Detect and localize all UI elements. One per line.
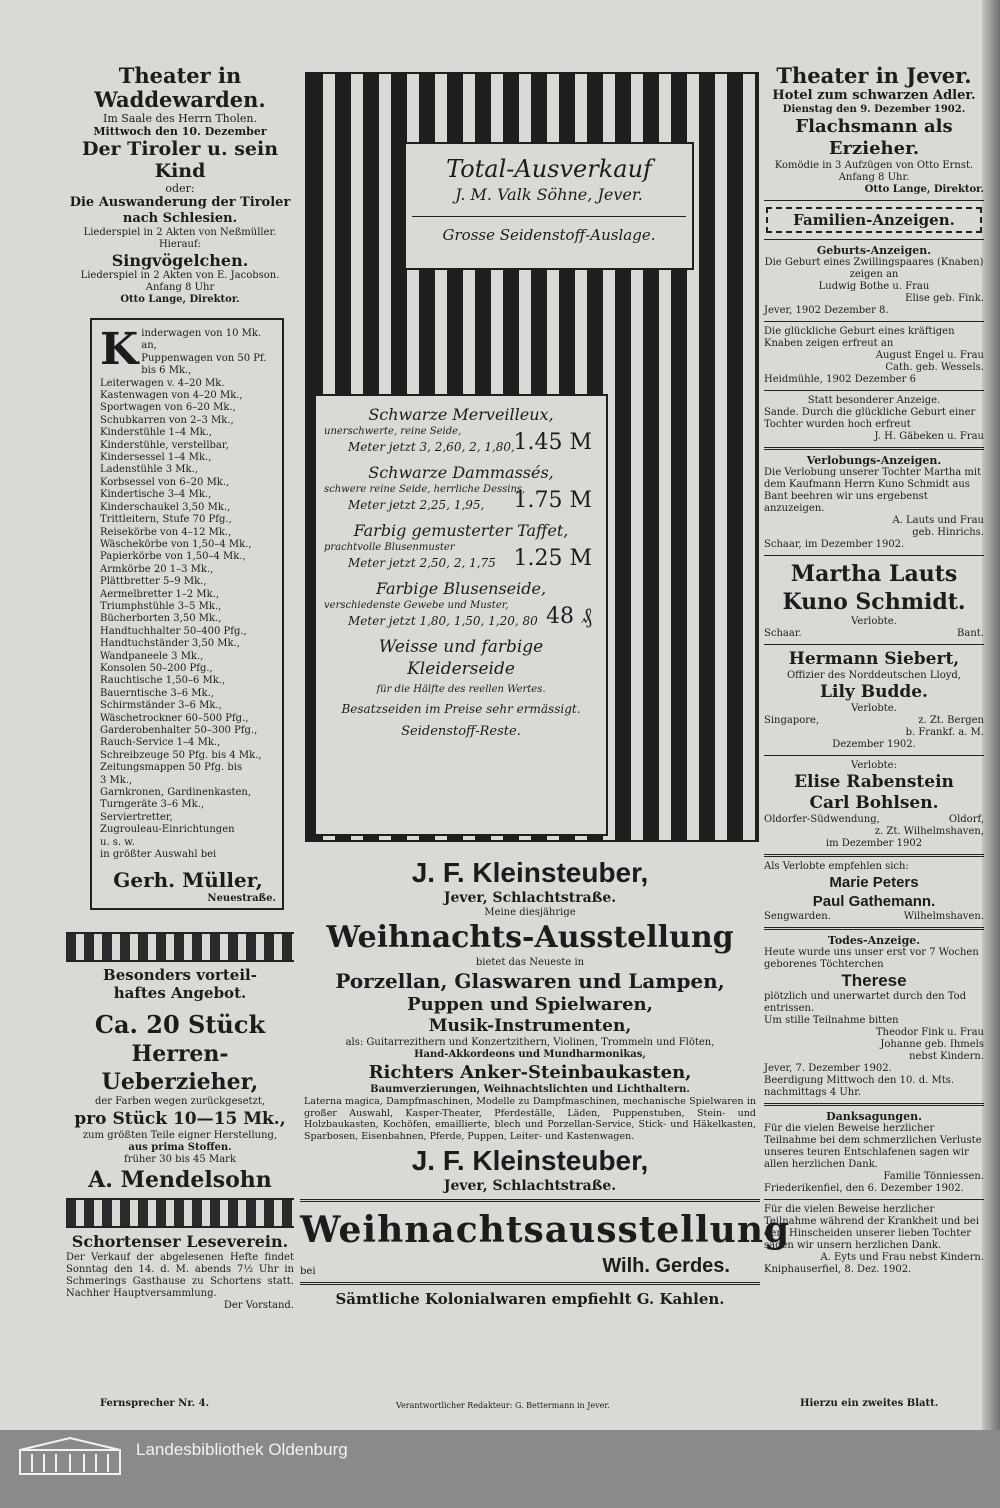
silk-remnants: Seidenstoff-Reste. [401, 724, 521, 739]
zither-line: als: Guitarrezithern und Konzertzithern, Violinen, Trommeln und Flöten, [345, 1037, 715, 1048]
oder: oder: [165, 182, 195, 195]
couple-1-place-b: Bant. [957, 628, 984, 639]
couple-1-label: Verlobte. [851, 616, 897, 627]
goods-item: Korbsessel von 6–20 Mk., [100, 476, 230, 488]
goods-item: Trittleitern, Stufe 70 Pfg., [100, 514, 232, 526]
right-column [764, 64, 984, 1276]
goods-item: Handtuchständer 3,50 Mk., [100, 638, 240, 650]
sale-header-box [404, 142, 694, 270]
death-funeral: Beerdigung Mittwoch den 10. d. Mts. nachmittags 4 Uhr. [764, 1075, 955, 1098]
birth-2: Die glückliche Geburt eines kräftigen Knaben zeigen erfreut an [764, 326, 955, 349]
goods-item: Reisekörbe von 4–12 Mk., [100, 526, 232, 538]
couple-1-place-a: Schaar. [764, 628, 802, 639]
drop-cap: K [100, 324, 139, 375]
death-name: Therese [841, 971, 907, 990]
birth-2-names-2: Cath. geb. Wessels. [885, 362, 984, 373]
director: Otto Lange, Direktor. [120, 294, 240, 305]
gerdes-exhibition: Weihnachtsausstellung [300, 1209, 791, 1251]
coat-count: Ca. 20 Stück [94, 1010, 266, 1039]
sale-firm: J. M. Valk Söhne, Jever. [455, 185, 643, 204]
engagement-1: Die Verlobung unserer Tochter Martha mit dem Kaufmann Herrn Kuno Schmidt aus Bant beehren wir uns ergebenst anzuzeigen. [764, 467, 982, 514]
goods-item: Triumphstühle 3–5 Mk., [100, 600, 222, 612]
play-subtitle-2: nach Schlesien. [122, 211, 238, 226]
shop-address: Jever, Schlachtstraße. [443, 890, 617, 906]
jever-play-info: Komödie in 3 Aufzügen von Otto Ernst. [774, 160, 974, 171]
goods-item: in größter Auswahl bei [100, 849, 217, 861]
bei: bei [300, 1266, 316, 1277]
couple-3-place-1: Oldorfer-Südwendung, [764, 814, 880, 825]
silk-item-price: 1.25 M [513, 546, 592, 571]
death-names: Theodor Fink u. Frau [875, 1027, 984, 1038]
sale-subtitle: Grosse Seidenstoff-Auslage. [442, 226, 656, 244]
silk-item-prices: Meter jetzt 1,80, 1,50, 1,20, 80 [348, 614, 538, 628]
waddewarden-theater-title: Theater in Waddewarden. [94, 63, 266, 112]
start-time: Anfang 8 Uhr [145, 282, 215, 293]
couple-2-place-3: b. Frankf. a. M. [905, 727, 984, 738]
goods-item: Bauerntische 3–6 Mk., [100, 687, 214, 699]
birth-1: Die Geburt eines Zwillingspaares (Knaben) zeigen an [764, 257, 984, 280]
thanks-2: Für die vielen Beweise herzlicher Teilnahme während der Krankheit und bei dem Hinscheiden unserer lieben Tochter sagen wir unsern herzlichen Dank. [764, 1204, 980, 1251]
club-text: Der Verkauf der abgelesenen Hefte findet Sonntag den 14. d. M. abends 7½ Uhr in Schmerings Gasthause zu Schortens statt. Nachher Hauptversammlung. [66, 1252, 294, 1299]
goods-item: inderwagen von 10 Mk. an, [141, 328, 262, 352]
death-2: plötzlich und unerwartet durch den Tod entrissen. [764, 991, 967, 1014]
coats-seller: A. Mendelsohn [88, 1167, 272, 1193]
goods-item: Kastenwagen von 4–20 Mk., [100, 390, 243, 402]
colonial-goods: Sämtliche Kolonialwaren empfiehlt G. Kahlen. [335, 1290, 725, 1308]
gerdes-name: Wilh. Gerdes. [602, 1255, 730, 1277]
shop-address-2: Jever, Schlachtstraße. [443, 1178, 617, 1194]
silk-item-name: Farbig gemusterter Taffet, [353, 521, 569, 540]
engagement-1-parents: A. Lauts und Frau [892, 515, 984, 526]
goods-item: Schreibzeuge 50 Pfg. bis 4 Mk., [100, 749, 262, 761]
silk-item [324, 462, 598, 514]
death-names-3: nebst Kindern. [909, 1051, 984, 1062]
goods-item: Zeitungsmappen 50 Pfg. bis [100, 762, 243, 774]
hierauf: Hierauf: [158, 239, 202, 250]
goods-item: Ladenstühle 3 Mk., [100, 464, 198, 476]
couple-2-label: Verlobte. [851, 703, 897, 714]
binding-shadow [982, 0, 1000, 1430]
thanks-1-sign: Familie Tönniessen. [883, 1171, 984, 1182]
silk-item-prices: Meter jetzt 2,50, 2, 1,75 [348, 556, 496, 570]
theater-venue: Im Saale des Herrn Tholen. [103, 112, 257, 125]
goods-item: Kinderstühle, verstellbar, [100, 439, 229, 451]
goods-item: Rauchtische 1,50–6 Mk., [100, 675, 226, 687]
death-names-2: Johanne geb. Ihmels [880, 1039, 984, 1050]
birth-3: Sande. Durch die glückliche Geburt einer Tochter wurden hoch erfreut [764, 407, 976, 430]
death-3: Um stille Teilnahme bitten [764, 1015, 899, 1026]
goods-item: Armkörbe 20 1–3 Mk., [100, 563, 214, 575]
accordion-line: Hand-Akkordeons und Mundharmonikas, [414, 1049, 646, 1060]
seller-name: Gerh. Müller, [113, 868, 263, 893]
engagement-1-place: Schaar, im Dezember 1902. [764, 539, 905, 550]
silk-item-name: Farbige Blusenseide, [375, 579, 547, 598]
birth-1-place: Jever, 1902 Dezember 8. [764, 305, 889, 316]
club-title: Schortenser Leseverein. [71, 1232, 289, 1251]
couple-4-place-1: Sengwarden. [764, 911, 831, 922]
ornament-bottom [66, 1198, 294, 1228]
toys-line: Puppen und Spielwaren, [407, 994, 653, 1015]
goods-item: Zugrouleau-Einrichtungen [100, 824, 235, 836]
editor-line: Verantwortlicher Redakteur: G. Bettermann in Jever. [396, 1401, 610, 1410]
couple-3-bride: Elise Rabenstein [794, 772, 954, 792]
goods-item: Handtuchhalter 50–400 Pfg., [100, 625, 247, 637]
silk-item-price: 1.45 M [513, 430, 592, 455]
goods-ad [90, 318, 284, 910]
offers: bietet das Neueste in [475, 957, 585, 968]
coats-desc-3: aus prima Stoffen. [128, 1142, 232, 1153]
coats-desc-2: zum größten Teile eigner Herstellung, [82, 1130, 278, 1141]
jever-director: Otto Lange, Direktor. [864, 184, 984, 195]
death-place: Jever, 7. Dezember 1902. [764, 1063, 892, 1074]
couple-3-place-3: z. Zt. Wilhelmshaven, [874, 826, 984, 837]
couple-3-date: im Dezember 1902 [825, 838, 923, 849]
play-subtitle: Die Auswanderung der Tiroler [69, 195, 291, 210]
goods-item: Rauch-Service 1–4 Mk., [100, 737, 221, 749]
goods-item: Garnkronen, Gardinenkasten, [100, 787, 252, 799]
coats-price: pro Stück 10—15 Mk., [74, 1109, 286, 1129]
offer-line-1: Besonders vorteil- [103, 966, 257, 984]
couple-2-place-2: z. Zt. Bergen [918, 715, 984, 726]
couple-2-bride: Lily Budde. [820, 682, 928, 702]
couple-1-bride: Martha Lauts [790, 561, 958, 587]
silk-item [324, 404, 598, 456]
couple-4-groom: Paul Gathemann. [812, 893, 936, 910]
silk-item-prices: Meter jetzt 3, 2,60, 2, 1,80, [348, 440, 515, 454]
library-building-icon [18, 1436, 122, 1476]
silk-items [324, 404, 598, 630]
death-1: Heute wurde uns unser erst vor 7 Wochen geborenes Töchterchen [764, 947, 979, 970]
white-silk: Weisse und farbige [378, 637, 544, 657]
goods-item: Papierkörbe von 1,50–4 Mk., [100, 551, 246, 563]
half-price: für die Hälfte des reellen Wertes. [376, 684, 546, 695]
couple-2-groom: Hermann Siebert, [788, 649, 960, 669]
club-sign: Der Vorstand. [223, 1300, 294, 1311]
silk-item-price: 1.75 M [513, 488, 592, 513]
silk-item-prices: Meter jetzt 2,25, 1,95, [348, 498, 485, 512]
coats-desc-4: früher 30 bis 45 Mark [124, 1154, 236, 1165]
silk-item [324, 520, 598, 572]
silk-item-desc: verschiedenste Gewebe und Muster, [324, 600, 509, 611]
shop-name-2: J. F. Kleinsteuber, [411, 1145, 649, 1176]
thanks-heading: Danksagungen. [826, 1110, 922, 1123]
coats-title: Herren-Ueberzieher, [101, 1041, 259, 1095]
goods-item: u. s. w. [100, 836, 135, 848]
jever-theater-title: Theater in Jever. [776, 63, 972, 88]
couple-4-bride: Marie Peters [829, 874, 919, 891]
birth-1-names-2: Elise geb. Fink. [905, 293, 984, 304]
birth-2-names: August Engel u. Frau [875, 350, 984, 361]
couple-3-groom: Carl Bohlsen. [809, 793, 939, 813]
goods-item: Kinderstühle 1–4 Mk., [100, 427, 213, 439]
goods-item: Turngeräte 3–6 Mk., [100, 799, 205, 811]
couple-3-place-2: Oldorf, [948, 814, 984, 825]
jever-theater-date: Dienstag den 9. Dezember 1902. [782, 104, 966, 115]
thanks-2-place: Kniphauserfiel, 8. Dez. 1902. [764, 1264, 912, 1275]
birth-2-place: Heidmühle, 1902 Dezember 6 [764, 374, 916, 385]
goods-item: Sportwagen von 6–20 Mk., [100, 402, 236, 414]
white-silk-2: Kleiderseide [407, 659, 515, 679]
couple-4-label: Als Verlobte empfehlen sich: [764, 861, 909, 872]
play2-info: Liederspiel in 2 Akten von E. Jacobson. [80, 270, 280, 281]
couple-3-label: Verlobte: [851, 760, 897, 771]
goods-item: Kindertische 3–4 Mk., [100, 489, 212, 501]
play-title: Der Tiroler u. sein Kind [81, 138, 279, 182]
mine: Meine diesjährige [484, 907, 576, 918]
goods-item: 3 Mk., [100, 774, 133, 786]
birth-3-head: Statt besonderer Anzeige. [807, 395, 941, 406]
goods-item: Garderobenhalter 50–300 Pfg., [100, 725, 258, 736]
toy-list: Laterna magica, Dampfmaschinen, Modelle zu Dampfmaschinen, mechanische Spielwaren in großer Auswahl, Kasper-Theater, Pferdeställe, Läden, Puppenstuben, Stein- und Holzbaukasten, Kochöfen, emaillierte, blech und Porzellan-Service, Stick- und Häkelkasten, Sparbosen, Eisenbahnen, Pferde, Puppen, Leiter- und Kastenwagen. [304, 1096, 756, 1142]
couple-1-groom: Kuno Schmidt. [782, 589, 966, 615]
death-announcement: Todes-Anzeige. [827, 934, 921, 947]
phone-number: Fernsprecher Nr. 4. [100, 1398, 210, 1409]
silk-item-price: 48 ₰ [546, 604, 592, 629]
goods-item: Wäschetrockner 60–500 Pfg., [100, 712, 249, 724]
goods-item: Wandpaneele 3 Mk., [100, 650, 204, 662]
left-column [66, 64, 294, 1312]
ornament-top [66, 932, 294, 962]
seller-street: Neuestraße. [207, 893, 276, 905]
instruments-line: Musik-Instrumenten, [428, 1016, 632, 1036]
silk-item [324, 578, 598, 630]
goods-item: bis 6 Mk., [141, 365, 192, 377]
play2-title: Singvögelchen. [111, 251, 249, 270]
hotel: Hotel zum schwarzen Adler. [772, 88, 976, 103]
engagement-announcements: Verlobungs-Anzeigen. [806, 454, 942, 467]
silk-item-desc: unerschwerte, reine Seide, [324, 426, 462, 437]
goods-item: Aermelbretter 1–2 Mk., [100, 588, 220, 600]
sale-title: Total-Ausverkauf [446, 155, 652, 183]
silk-price-list [314, 394, 608, 836]
goods-item: Kindersessel 1–4 Mk., [100, 452, 212, 464]
goods-item: Schubkarren von 2–3 Mk., [100, 414, 234, 426]
goods-item: Schirmständer 3–6 Mk., [100, 700, 222, 712]
christmas-exhibition: Weihnachts-Ausstellung [326, 920, 734, 955]
jever-start: Anfang 8 Uhr. [838, 172, 910, 183]
play-info: Liederspiel in 2 Akten von Neßmüller. [83, 227, 277, 238]
offer-line-2: haftes Angebot. [113, 984, 247, 1002]
goods-list [100, 324, 276, 861]
anchor-blocks-line: Richters Anker-Steinbaukasten, [368, 1062, 692, 1083]
couple-2-date: Dezember 1902. [832, 739, 916, 750]
decoration-line: Baumverzierungen, Weihnachtslichten und Lichthaltern. [370, 1084, 690, 1095]
second-sheet: Hierzu ein zweites Blatt. [800, 1398, 939, 1409]
thanks-1: Für die vielen Beweise herzlicher Teilnahme bei dem schmerzlichen Verluste unseres teuren Entschlafenen sagen wir allen herzlichen Dank. [764, 1123, 982, 1170]
engagement-1-parents-2: geb. Hinrichs. [912, 527, 984, 538]
birth-1-names: Ludwig Bothe u. Frau [818, 281, 930, 292]
silk-item-desc: prachtvolle Blusenmuster [324, 542, 455, 553]
family-announcements: Familien-Anzeigen. [766, 207, 982, 233]
trim-silk: Besatzseiden im Preise sehr ermässigt. [341, 702, 581, 716]
silk-item-desc: schwere reine Seide, herrliche Dessins, [324, 484, 526, 495]
goods-item: Plättbretter 5–9 Mk., [100, 576, 207, 588]
goods-item: Puppenwagen von 50 Pf. [141, 352, 267, 364]
jever-play: Flachsmann als Erzieher. [795, 116, 953, 159]
goods-item: Bücherborten 3,50 Mk., [100, 613, 222, 625]
birth-announcements: Geburts-Anzeigen. [816, 244, 932, 257]
thanks-2-sign: A. Eyts und Frau nebst Kindern. [820, 1252, 984, 1263]
goods-item: Serviertretter, [100, 811, 173, 823]
porcelain-line: Porzellan, Glaswaren und Lampen, [335, 969, 725, 993]
shop-name: J. F. Kleinsteuber, [411, 857, 649, 888]
kleinsteuber-ad [300, 856, 791, 1309]
couple-4-place-2: Wilhelmshaven. [903, 911, 984, 922]
theater-date: Mittwoch den 10. Dezember [93, 125, 267, 138]
birth-3-names: J. H. Gäbeken u. Frau [874, 431, 984, 442]
coats-desc-1: der Farben wegen zurückgesetzt, [94, 1096, 266, 1107]
silk-item-name: Schwarze Merveilleux, [368, 405, 554, 424]
goods-item: Wäschekörbe von 1,50–4 Mk., [100, 538, 252, 550]
couple-2-place-1: Singapore, [764, 715, 820, 726]
goods-item: Kinderschaukel 3,50 Mk., [100, 501, 231, 513]
thanks-1-place: Friederikenfiel, den 6. Dezember 1902. [764, 1183, 964, 1194]
goods-item: Konsolen 50–200 Pfg., [100, 662, 213, 674]
couple-2-groom-desc: Offizier des Norddeutschen Lloyd, [786, 670, 961, 681]
goods-item: Leiterwagen v. 4–20 Mk. [100, 377, 225, 389]
library-name[interactable]: Landesbibliothek Oldenburg [136, 1440, 348, 1459]
silk-item-name: Schwarze Dammassés, [368, 463, 554, 482]
